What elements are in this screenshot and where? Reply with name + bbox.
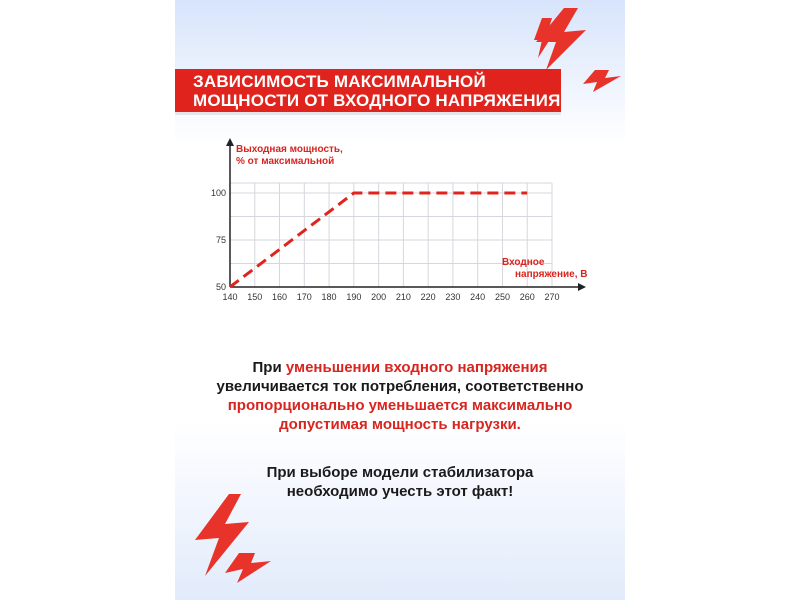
x-tick-label: 160 [272,292,288,302]
y-axis-title-line-2: % от максимальной [236,156,335,167]
lightning-bolt-icon [583,70,621,92]
paragraph-line-4: допустимая мощность нагрузки. [279,416,521,433]
advice-line-1: При выборе модели стабилизатора [266,464,534,481]
y-axis-arrow [226,138,234,146]
info-card [175,0,625,600]
x-tick-label: 200 [371,292,387,302]
advice-line-2: необходимо учесть этот факт! [286,483,514,500]
y-axis-title-line-1: Выходная мощность, [236,144,343,155]
explanation-paragraph [175,358,625,434]
x-tick-label: 260 [519,292,535,302]
x-axis-title-line-2: напряжение, В [515,269,588,280]
paragraph-highlight: уменьшении входного напряжения [285,359,548,376]
y-tick-label: 100 [210,188,226,198]
power-voltage-chart [175,130,625,310]
x-tick-label: 230 [445,292,461,302]
x-tick-label: 190 [346,292,362,302]
x-tick-label: 210 [395,292,411,302]
paragraph-line-1 [175,358,625,377]
lightning-bolt-icon [532,18,558,58]
x-tick-label: 220 [420,292,436,302]
x-tick-label: 250 [494,292,510,302]
page-title-line-1: ЗАВИСИМОСТЬ МАКСИМАЛЬНОЙ [193,72,486,91]
y-tick-label: 75 [215,235,226,245]
x-tick-label: 150 [247,292,263,302]
paragraph-text: При [252,359,286,376]
x-tick-label: 240 [470,292,486,302]
paragraph-line-2: увеличивается ток потребления, соответственно [216,378,584,395]
x-tick-label: 180 [321,292,337,302]
title-banner [175,69,561,112]
lightning-bolt-icon [225,553,271,583]
chart-grid [230,183,552,287]
x-tick-label: 170 [296,292,312,302]
x-axis-arrow [578,283,586,291]
chart-ticks [211,188,560,302]
paragraph-line-3: пропорционально уменьшается максимально [227,397,573,414]
x-axis-title-line-1: Входное [502,257,545,268]
x-tick-label: 140 [222,292,238,302]
page-title-line-2: МОЩНОСТИ ОТ ВХОДНОГО НАПРЯЖЕНИЯ [193,91,561,110]
x-tick-label: 270 [544,292,560,302]
y-tick-label: 50 [215,282,226,292]
